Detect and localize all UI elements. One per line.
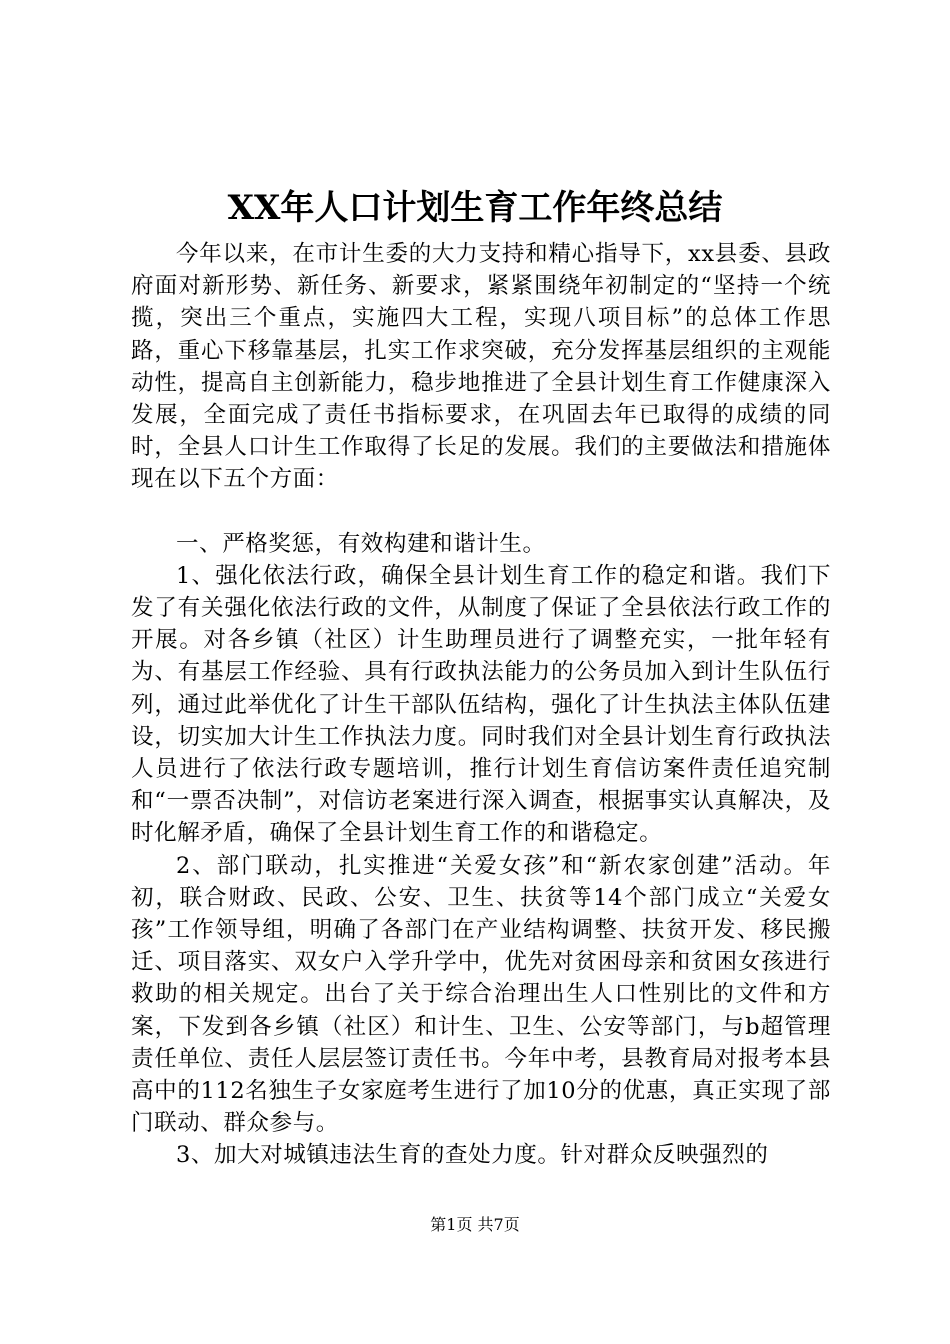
document-title: XX年人口计划生育工作年终总结 [227,188,723,228]
page-footer: 第1页 共7页 [430,1215,520,1234]
section-heading: 一、严格奖惩，有效构建和谐计生。 [176,530,546,557]
document-body [131,238,831,1172]
body-paragraph: 1、强化依法行政，确保全县计划生育工作的稳定和谐。我们下发了有关强化依法行政的文件，从制度了保证了全县依法行政工作的开展。对各乡镇（社区）计生助理员进行了调整充实，一批年轻有为、有基层工作经验、具有行政执法能力的公务员加入到计生队伍行列，通过此举优化了计生干部队伍结构，强化了计生执法主体队伍建设，切实加大计生工作执法力度。同时我们对全县计划生育行政执法人员进行了依法行政专题培训，推行计划生育信访案件责任追究制和“一票否决制”，对信访老案进行深入调查，根据事实认真解决，及时化解矛盾，确保了全县计划生育工作的和谐稳定。 [131,562,831,847]
intro-paragraph: 今年以来，在市计生委的大力支持和精心指导下，xx县委、县政府面对新形势、新任务、新要求，紧紧围绕年初制定的“坚持一个统揽，突出三个重点，实施四大工程，实现八项目标”的总体工作思路，重心下移靠基层，扎实工作求突破，充分发挥基层组织的主观能动性，提高自主创新能力，稳步地推进了全县计划生育工作健康深入发展，全面完成了责任书指标要求，在巩固去年已取得的成绩的同时，全县人口计生工作取得了长足的发展。我们的主要做法和措施体现在以下五个方面： [131,241,831,493]
body-paragraph: 3、加大对城镇违法生育的查处力度。针对群众反映强烈的 [176,1142,769,1169]
body-paragraph: 2、部门联动，扎实推进“关爱女孩”和“新农家创建”活动。年初，联合财政、民政、公安、卫生、扶贫等14个部门成立“关爱女孩”工作领导组，明确了各部门在产业结构调整、扶贫开发、移民搬迁、项目落实、双女户入学升学中，优先对贫困母亲和贫困女孩进行救助的相关规定。出台了关于综合治理出生人口性别比的文件和方案，下发到各乡镇（社区）和计生、卫生、公安等部门，与b超管理责任单位、责任人层层签订责任书。今年中考，县教育局对报考本县高中的112名独生子女家庭考生进行了加10分的优惠，真正实现了部门联动、群众参与。 [131,852,831,1137]
